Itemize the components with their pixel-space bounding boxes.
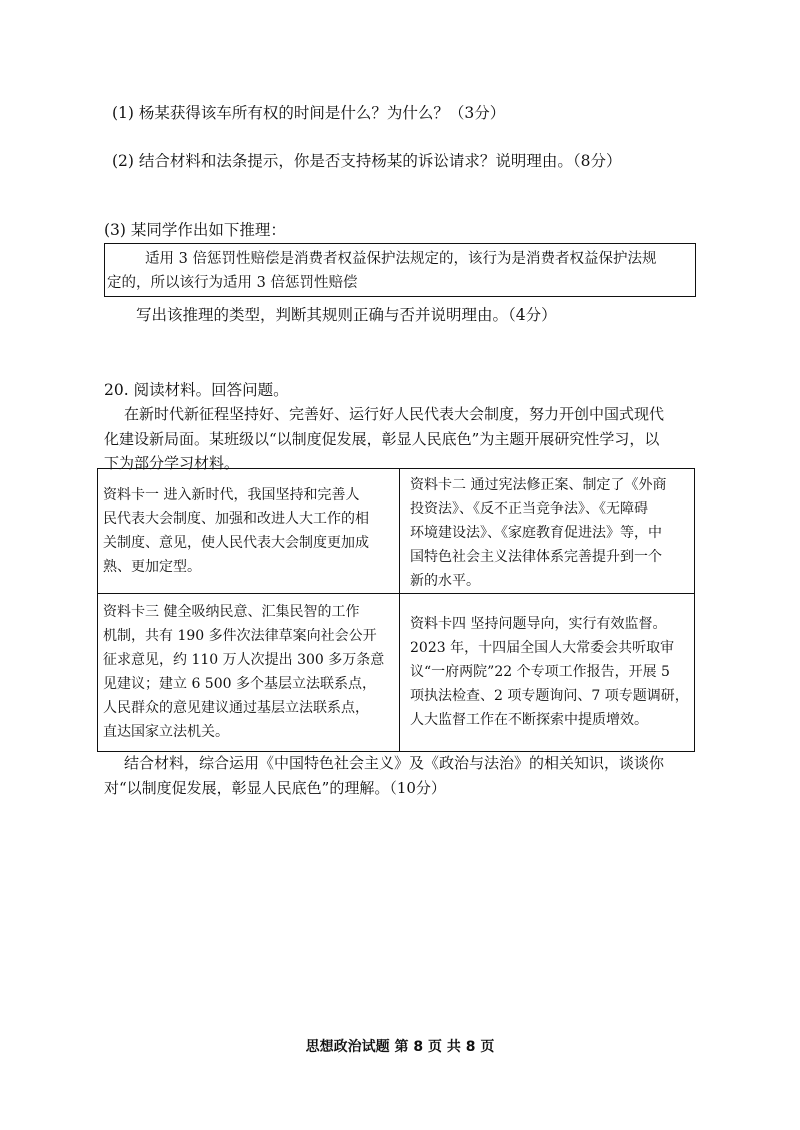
- question-20-ask-line: 对“以制度促发展，彰显人民底色”的理解。（10分）: [104, 779, 446, 797]
- card-line: 见建议；建立 6 500 多个基层立法联系点，: [103, 676, 376, 692]
- question-20-title: 20. 阅读材料。回答问题。: [104, 381, 289, 399]
- question-2: (2) 结合材料和法条提示，你是否支持杨某的诉讼请求？说明理由。（8分）: [112, 152, 622, 170]
- question-20-intro-line: 下为部分学习材料。: [104, 454, 240, 472]
- card-line: 项执法检查、2 项专题询问、7 项专题调研，: [410, 688, 689, 704]
- material-card-2: [400, 469, 695, 594]
- card-line: 投资法》、《反不正当竞争法》、《无障碍: [410, 501, 648, 517]
- reasoning-line-2: 定的，所以该行为适用 3 倍惩罚性赔偿: [107, 275, 358, 291]
- question-20-intro-line: 在新时代新征程坚持好、完善好、运行好人民代表大会制度，努力开创中国式现代: [124, 405, 665, 423]
- material-card-4: [400, 594, 695, 752]
- card-line: 资料卡二 通过宪法修正案、制定了《外商: [410, 477, 667, 493]
- card-line: 资料卡一 进入新时代，我国坚持和完善人: [103, 487, 360, 503]
- material-card-1: [98, 469, 400, 594]
- card-line: 机制，共有 190 多件次法律草案向社会公开: [103, 628, 377, 644]
- question-20-intro-line: 化建设新局面。某班级以“以制度促发展，彰显人民底色”为主题开展研究性学习，以: [104, 430, 660, 448]
- card-line: 民代表大会制度、加强和改进人大工作的相: [103, 511, 369, 527]
- material-cards-table: [97, 468, 695, 752]
- card-line: 议“一府两院”22 个专项工作报告，开展 5: [410, 664, 670, 680]
- card-line: 新的水平。: [410, 573, 480, 589]
- card-line: 熟、更加定型。: [103, 559, 201, 575]
- card-line: 人民群众的意见建议通过基层立法联系点，: [103, 700, 369, 716]
- card-line: 资料卡四 坚持问题导向，实行有效监督。: [410, 616, 667, 632]
- question-3-intro: (3) 某同学作出如下推理：: [104, 221, 286, 239]
- card-line: 关制度、意见，使人民代表大会制度更加成: [103, 535, 369, 551]
- reasoning-line-1: 适用 3 倍惩罚性赔偿是消费者权益保护法规定的，该行为是消费者权益保护法规: [145, 251, 657, 267]
- question-3-ask: 写出该推理的类型，判断其规则正确与否并说明理由。（4分）: [136, 306, 557, 324]
- card-line: 国特色社会主义法律体系完善提升到一个: [410, 549, 662, 565]
- card-line: 征求意见，约 110 万人次提出 300 多万条意: [103, 652, 385, 668]
- page-footer: 思想政治试题 第 8 页 共 8 页: [305, 1039, 495, 1055]
- material-card-3: [98, 594, 400, 752]
- question-1: (1) 杨某获得该车所有权的时间是什么？为什么？（3分）: [112, 104, 506, 122]
- card-line: 资料卡三 健全吸纳民意、汇集民智的工作: [103, 604, 360, 620]
- question-20-ask-line: 结合材料，综合运用《中国特色社会主义》及《政治与法治》的相关知识，谈谈你: [124, 754, 665, 772]
- card-line: 环境建设法》、《家庭教育促进法》等，中: [410, 525, 662, 541]
- card-line: 人大监督工作在不断探索中提质增效。: [410, 712, 648, 728]
- reasoning-box: [104, 243, 696, 297]
- card-line: 直达国家立法机关。: [103, 724, 229, 740]
- card-line: 2023 年，十四届全国人大常委会共听取审: [410, 640, 675, 656]
